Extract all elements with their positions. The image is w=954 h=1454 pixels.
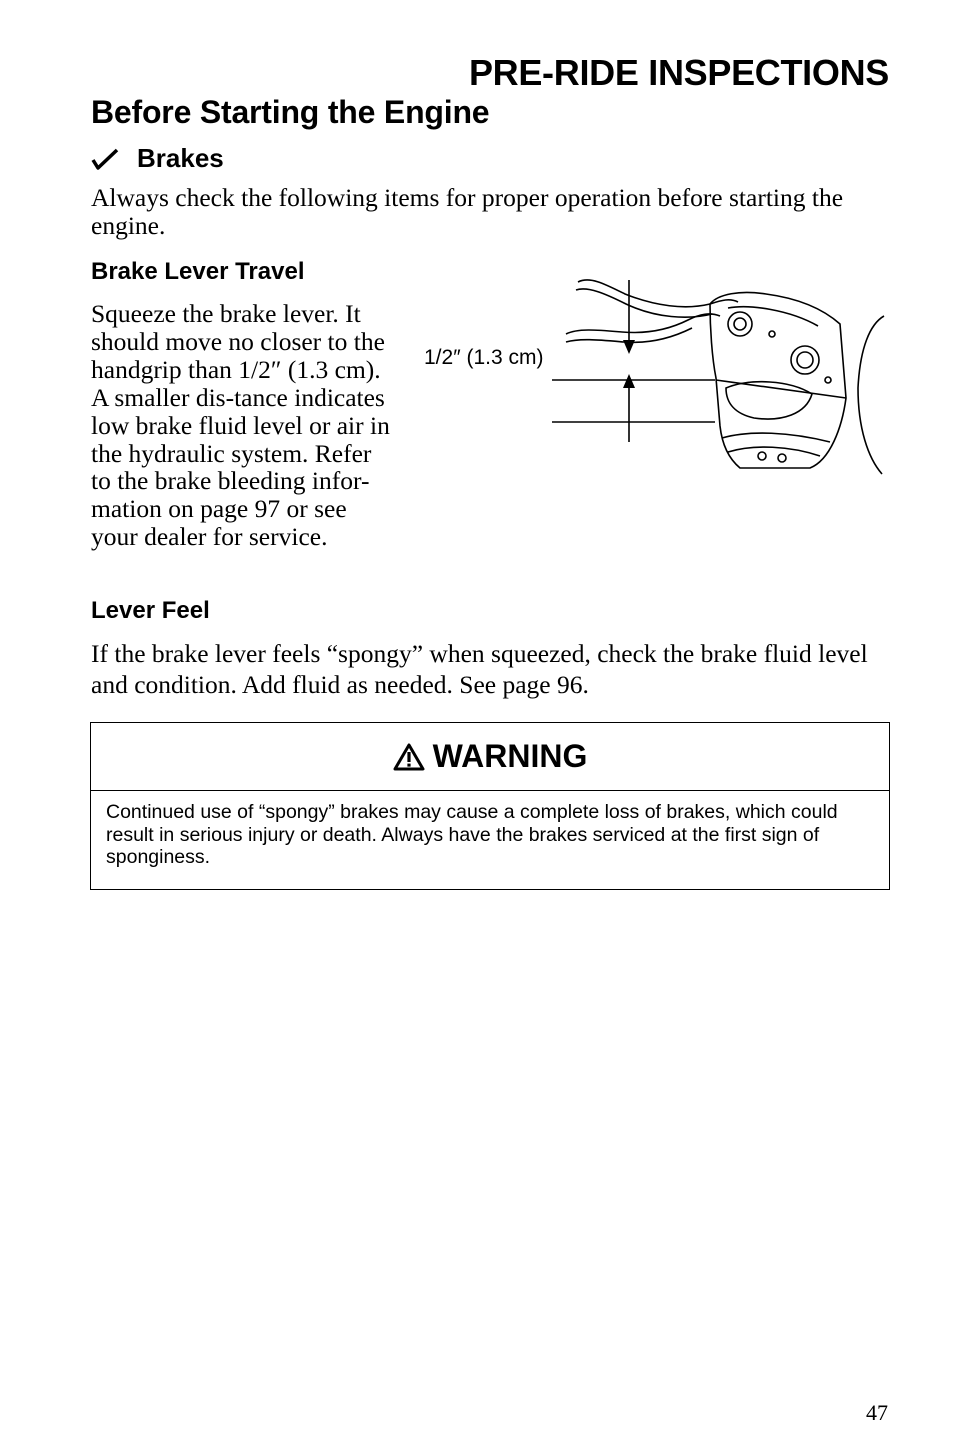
warning-text: Continued use of “spongy” brakes may cause a complete loss of brakes, which could result in serious injury or death. Always have the brakes serviced at the first sign of sponginess. [106,801,838,868]
warning-triangle-icon [393,743,425,771]
warning-box [90,722,890,890]
brakes-heading-row [91,143,224,174]
warning-header [91,723,889,791]
brake-lever-travel-heading: Brake Lever Travel [91,258,305,285]
page-title: Before Starting the Engine [91,94,490,130]
lever-feel-text: If the brake lever feels “spongy” when squeezed, check the brake fluid level and condition. Add fluid as needed. See page 96. [91,639,868,699]
brakes-intro-text: Always check the following items for proper operation before starting the engine. [91,183,844,240]
brakes-heading: Brakes [137,143,224,173]
brake-lever-travel-text: Squeeze the brake lever. It should move no closer to the handgrip than 1/2″ (1.3 cm). A smaller dis-tance indicates low brake fluid level or air in the hydraulic system. Refer to the brake bleeding infor-mation on page 97 or see your dealer for service. [91,299,390,552]
section-header: PRE-RIDE INSPECTIONS [468,52,889,93]
page-number: 47 [866,1400,888,1425]
lever-feel-heading: Lever Feel [91,597,210,624]
warning-title: WARNING [432,738,588,774]
figure-dimension-label: 1/2″ (1.3 cm) [424,346,544,369]
check-mark-icon [91,148,119,170]
brake-lever-illustration [410,268,890,488]
